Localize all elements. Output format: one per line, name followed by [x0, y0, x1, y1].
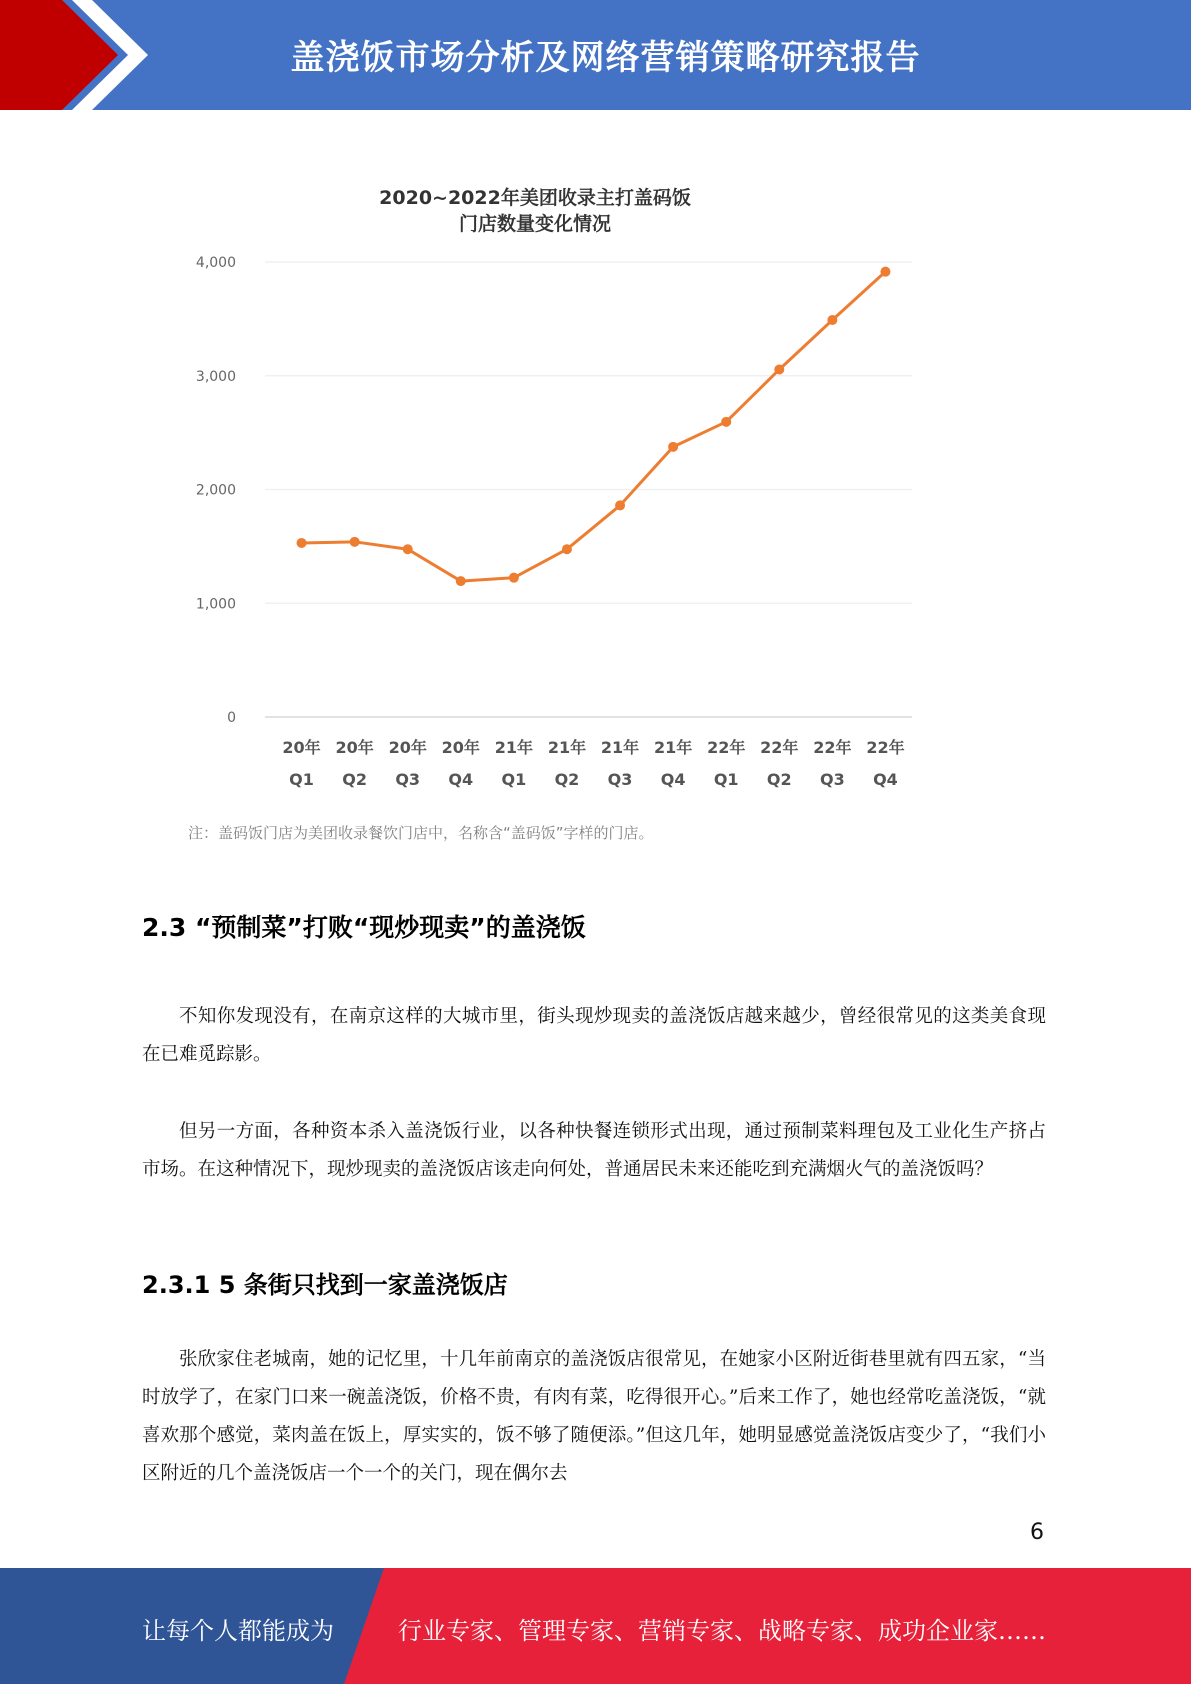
- line-chart: [170, 170, 950, 850]
- data-point: [615, 500, 625, 510]
- data-point: [562, 544, 572, 554]
- x-tick-label-quarter: Q3: [820, 770, 845, 789]
- section-heading-2-3-1: 2.3.1 5 条街只找到一家盖浇饭店: [142, 1271, 508, 1299]
- x-tick-label-quarter: Q1: [501, 770, 527, 789]
- y-tick-label: 1,000: [195, 596, 236, 613]
- data-point: [350, 537, 360, 547]
- data-point: [827, 315, 837, 325]
- x-tick-label-quarter: Q2: [554, 770, 580, 789]
- footer-slogan-right: 行业专家、管理专家、营销专家、战略专家、成功企业家……: [398, 1617, 1046, 1645]
- x-tick-label-year: 21年: [547, 738, 587, 757]
- series-line: [302, 272, 886, 581]
- x-tick-label-quarter: Q4: [873, 770, 898, 789]
- x-tick-label-quarter: Q1: [289, 770, 314, 789]
- data-point: [403, 544, 413, 554]
- x-tick-label-quarter: Q2: [766, 770, 792, 789]
- x-tick-label-quarter: Q4: [448, 770, 474, 789]
- report-title: 盖浇饭市场分析及网络营销策略研究报告: [290, 38, 921, 78]
- x-tick-label-year: 22年: [707, 738, 746, 757]
- x-tick-label-year: 20年: [335, 738, 374, 757]
- x-tick-label-year: 20年: [441, 738, 480, 757]
- data-point: [297, 538, 307, 548]
- paragraph-1: 不知你发现没有，在南京这样的大城市里，街头现炒现卖的盖浇饭店越来越少，曾经很常见的这类美食现在已难觅踪影。: [142, 1006, 1046, 1065]
- data-point: [721, 417, 731, 427]
- x-tick-label-quarter: Q4: [660, 770, 686, 789]
- paragraph-3: 张欣家住老城南，她的记忆里，十几年前南京的盖浇饭店很常见，在她家小区附近街巷里就有四五家，“当时放学了，在家门口来一碗盖浇饭，价格不贵，有肉有菜，吃得很开心。”后来工作了，她也经常吃盖浇饭，“就喜欢那个感觉，菜肉盖在饭上，厚实实的，饭不够了随便添。”但这几年，她明显感觉盖浇饭店变少了，“我们小区附近的几个盖浇饭店一个一个的关门，现在偶尔去: [142, 1349, 1046, 1484]
- x-tick-label-year: 21年: [653, 738, 693, 757]
- y-tick-label: 0: [227, 710, 236, 726]
- x-tick-label-quarter: Q1: [713, 770, 739, 789]
- x-tick-label-year: 22年: [813, 738, 852, 757]
- chart-title-line1: 2020~2022年美团收录主打盖码饭: [379, 187, 691, 209]
- x-tick-label-year: 20年: [388, 738, 427, 757]
- section-heading-2-3: 2.3 “预制菜”打败“现炒现卖”的盖浇饭: [142, 913, 586, 942]
- y-tick-label: 2,000: [195, 482, 236, 499]
- data-point: [668, 442, 678, 452]
- chart-svg: [170, 170, 950, 810]
- footer-slogan-left: 让每个人都能成为: [142, 1617, 334, 1645]
- x-tick-label-year: 22年: [760, 738, 799, 757]
- x-tick-label-year: 20年: [282, 738, 321, 757]
- chart-note: 注：盖码饭门店为美团收录餐饮门店中，名称含“盖码饭”字样的门店。: [188, 824, 654, 842]
- x-tick-label-year: 22年: [866, 738, 905, 757]
- page-footer: [0, 1568, 1191, 1684]
- chart-title-line2: 门店数量变化情况: [458, 213, 611, 235]
- x-tick-label-quarter: Q3: [607, 770, 633, 789]
- data-point: [880, 267, 890, 277]
- data-point: [456, 576, 466, 586]
- data-point: [509, 573, 519, 583]
- data-point: [774, 364, 784, 374]
- x-tick-label-year: 21年: [494, 738, 534, 757]
- paragraph-2: 但另一方面，各种资本杀入盖浇饭行业，以各种快餐连锁形式出现，通过预制菜料理包及工业化生产挤占市场。在这种情况下，现炒现卖的盖浇饭店该走向何处，普通居民未来还能吃到充满烟火气的盖浇饭吗？: [142, 1121, 1046, 1180]
- x-tick-label-year: 21年: [600, 738, 640, 757]
- y-tick-label: 4,000: [195, 255, 236, 271]
- x-tick-label-quarter: Q3: [395, 770, 421, 789]
- page-number: 6: [1030, 1520, 1044, 1545]
- y-tick-label: 3,000: [195, 368, 236, 385]
- page-header: [0, 0, 1191, 110]
- x-tick-label-quarter: Q2: [342, 770, 367, 789]
